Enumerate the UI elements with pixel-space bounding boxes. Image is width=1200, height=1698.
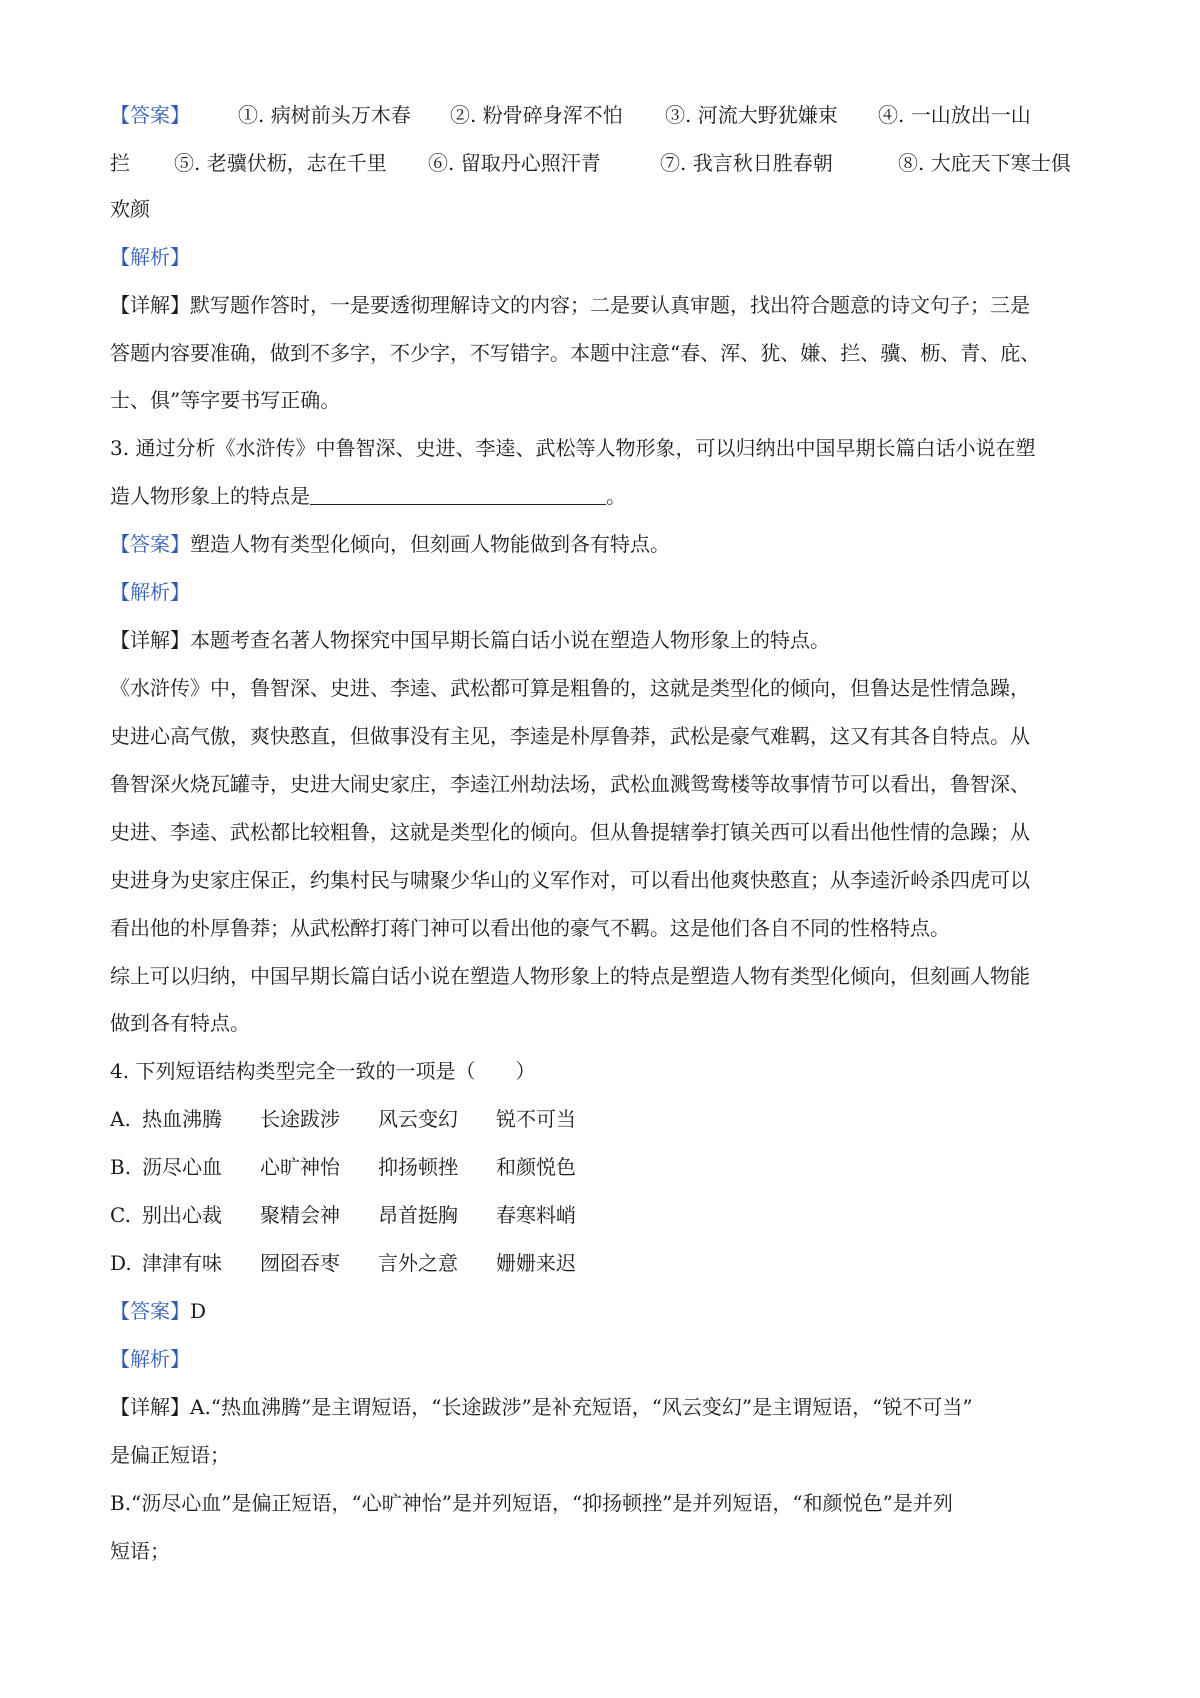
q3-body-text-4: 史进、李逵、武松都比较粗鲁，这就是类型化的倾向。但从鲁提辖拳打镇关西可以看出他性情的急躁；从 [110, 820, 1030, 844]
q4-detail-line-3 [110, 1488, 1100, 1518]
answer-tag: 【答案】 [110, 532, 190, 556]
option-item: 沥尽心血 [142, 1155, 222, 1179]
option-item: 别出心裁 [142, 1203, 222, 1227]
analysis-tag: 【解析】 [110, 580, 190, 604]
q2-answer-5: ⑤. 老骥伏枥，志在千里 [174, 151, 387, 175]
q3-detail-text: 本题考查名著人物探究中国早期长篇白话小说在塑造人物形象上的特点。 [190, 628, 830, 652]
q2-answer-8-cont: 欢颜 [110, 197, 150, 221]
q2-answer-line-3 [110, 194, 1100, 224]
q3-body-text-3: 鲁智深火烧瓦罐寺，史进大闹史家庄，李逵江州劫法场，武松血溅鸳鸯楼等故事情节可以看出，鲁智深、 [110, 772, 1030, 796]
q2-analysis-tag-line [110, 242, 1100, 272]
q3-body-line-2 [110, 721, 1100, 751]
q3-detail-line-1 [110, 625, 1100, 655]
option-item: 津津有味 [142, 1251, 222, 1275]
option-item: 风云变幻 [378, 1107, 458, 1131]
q2-answer-4-cont: 拦 [110, 151, 130, 175]
q3-question-text-2: 造人物形象上的特点是 [110, 484, 310, 508]
option-item: 姗姗来迟 [496, 1251, 576, 1275]
q2-answer-4: ④. 一山放出一山 [878, 103, 1031, 127]
q3-answer-text: 塑造人物有类型化倾向，但刻画人物能做到各有特点。 [190, 532, 670, 556]
q2-answer-3: ③. 河流大野犹嫌束 [665, 103, 838, 127]
detail-tag: 【详解】 [110, 1395, 190, 1419]
q4-answer-line [110, 1296, 1100, 1326]
q4-option-c [110, 1200, 1100, 1230]
analysis-tag: 【解析】 [110, 245, 190, 269]
q4-answer-text: D [190, 1299, 207, 1323]
q3-question-line-2 [110, 481, 1100, 511]
option-item: 言外之意 [378, 1251, 458, 1275]
option-item: 囫囵吞枣 [260, 1251, 340, 1275]
q3-body-line-4 [110, 817, 1100, 847]
option-item: 昂首挺胸 [378, 1203, 458, 1227]
q4-question-text: 4. 下列短语结构类型完全一致的一项是（ ） [110, 1059, 536, 1083]
q3-body-text-2: 史进心高气傲，爽快憨直，但做事没有主见，李逵是朴厚鲁莽，武松是豪气难羁，这又有其各自特点。从 [110, 724, 1030, 748]
option-item: 聚精会神 [260, 1203, 340, 1227]
q3-body-line-1 [110, 673, 1100, 703]
q4-detail-text-1: A.“热血沸腾”是主谓短语，“长途跋涉”是补充短语，“风云变幻”是主谓短语，“锐不可当” [190, 1395, 973, 1419]
option-item: 和颜悦色 [496, 1155, 576, 1179]
q2-answer-line-2 [110, 148, 1100, 178]
q3-body-line-5 [110, 865, 1100, 895]
option-letter: D. [110, 1251, 132, 1275]
analysis-tag: 【解析】 [110, 1347, 190, 1371]
q4-option-a [110, 1104, 1100, 1134]
option-item: 长途跋涉 [260, 1107, 340, 1131]
option-item: 热血沸腾 [142, 1107, 222, 1131]
q4-detail-line-4 [110, 1536, 1100, 1566]
q2-answer-line-1 [110, 100, 1100, 130]
q4-detail-line-1 [110, 1392, 1100, 1422]
q2-detail-text-1: 默写题作答时，一是要透彻理解诗文的内容；二是要认真审题，找出符合题意的诗文句子；三是 [190, 293, 1030, 317]
option-item: 抑扬顿挫 [378, 1155, 458, 1179]
q4-analysis-tag-line [110, 1344, 1100, 1374]
option-item: 锐不可当 [496, 1107, 576, 1131]
q4-option-b [110, 1152, 1100, 1182]
q4-option-d [110, 1248, 1100, 1278]
q4-detail-line-2 [110, 1440, 1100, 1470]
q3-body-text-7: 综上可以归纳，中国早期长篇白话小说在塑造人物形象上的特点是塑造人物有类型化倾向，但刻画人物能 [110, 964, 1030, 988]
q3-answer-blank [310, 482, 606, 505]
q3-body-text-8: 做到各有特点。 [110, 1011, 250, 1035]
q3-answer-line [110, 529, 1100, 559]
answer-tag: 【答案】 [110, 1299, 190, 1323]
option-letter: B. [110, 1155, 132, 1179]
q2-answer-2: ②. 粉骨碎身浑不怕 [450, 103, 623, 127]
q2-detail-text-3: 士、俱”等字要书写正确。 [110, 388, 341, 412]
q3-body-text-1: 《水浒传》中，鲁智深、史进、李逵、武松都可算是粗鲁的，这就是类型化的倾向，但鲁达是性情急躁， [110, 676, 1030, 700]
q2-detail-line-2 [110, 338, 1100, 368]
q4-detail-text-4: 短语； [110, 1539, 170, 1563]
q3-analysis-tag-line [110, 577, 1100, 607]
q3-question-text-1: 3. 通过分析《水浒传》中鲁智深、史进、李逵、武松等人物形象，可以归纳出中国早期长篇白话小说在塑 [110, 436, 1036, 460]
option-item: 春寒料峭 [496, 1203, 576, 1227]
q4-detail-text-2: 是偏正短语； [110, 1443, 230, 1467]
q4-detail-text-3: B.“沥尽心血”是偏正短语，“心旷神怡”是并列短语，“抑扬顿挫”是并列短语，“和颜悦色”是并列 [110, 1491, 953, 1515]
q2-answer-1: ①. 病树前头万木春 [238, 103, 411, 127]
q3-body-line-7 [110, 961, 1100, 991]
q4-question-line [110, 1056, 1100, 1086]
q2-answer-8: ⑧. 大庇天下寒士俱 [898, 151, 1071, 175]
q3-body-line-8 [110, 1008, 1100, 1038]
detail-tag: 【详解】 [110, 628, 190, 652]
q3-body-line-6 [110, 913, 1100, 943]
q3-body-line-3 [110, 769, 1100, 799]
q2-answer-6: ⑥. 留取丹心照汗青 [428, 151, 601, 175]
q3-question-period: 。 [606, 484, 626, 508]
q3-body-text-5: 史进身为史家庄保正，约集村民与啸聚少华山的义军作对，可以看出他爽快憨直；从李逵沂岭杀四虎可以 [110, 868, 1030, 892]
q3-body-text-6: 看出他的朴厚鲁莽；从武松醉打蒋门神可以看出他的豪气不羁。这是他们各自不同的性格特点。 [110, 916, 950, 940]
q3-question-line-1 [110, 433, 1100, 463]
detail-tag: 【详解】 [110, 293, 190, 317]
option-letter: A. [110, 1107, 131, 1131]
option-item: 心旷神怡 [260, 1155, 340, 1179]
q2-detail-line-3 [110, 385, 1100, 415]
q2-detail-line-1 [110, 290, 1100, 320]
answer-tag: 【答案】 [110, 103, 190, 127]
q2-answer-7: ⑦. 我言秋日胜春朝 [660, 151, 833, 175]
option-letter: C. [110, 1203, 131, 1227]
q2-detail-text-2: 答题内容要准确，做到不多字，不少字，不写错字。本题中注意“春、浑、犹、嫌、拦、骥、枥、青、庇、 [110, 341, 1041, 365]
